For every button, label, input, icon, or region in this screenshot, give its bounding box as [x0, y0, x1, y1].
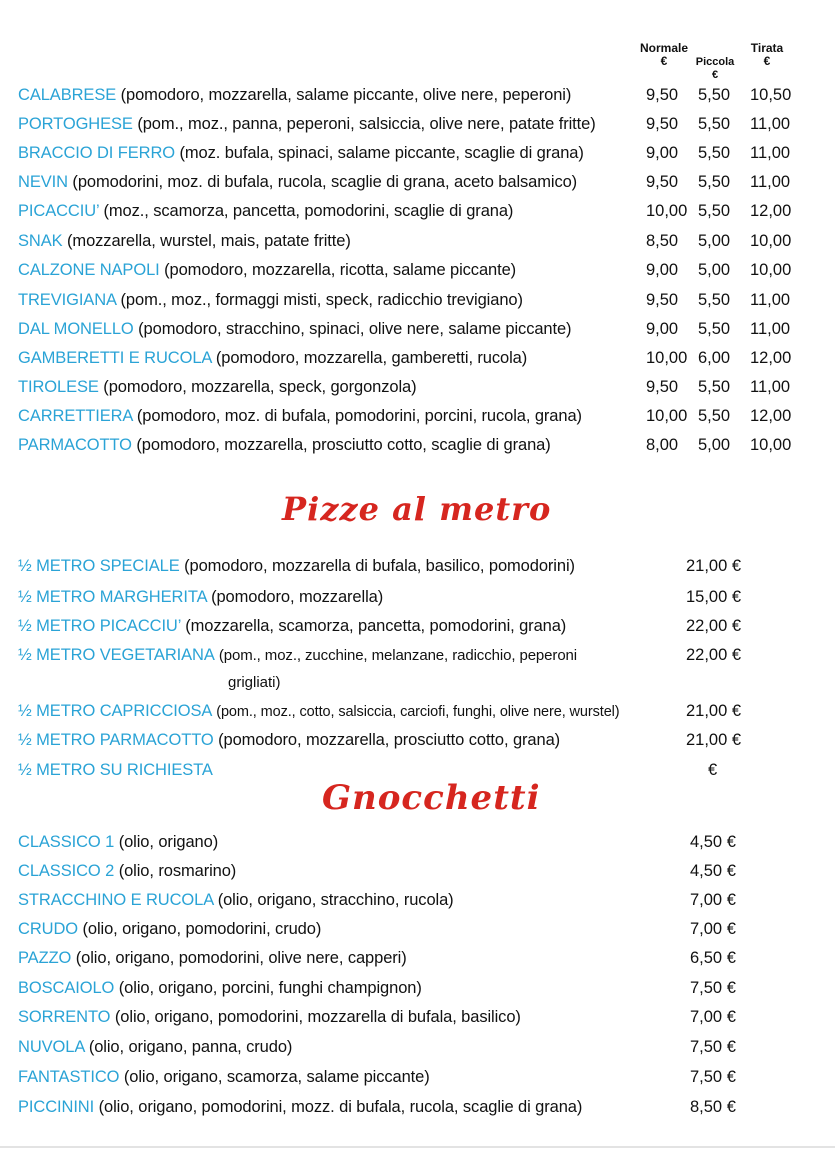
list-item — [18, 111, 596, 137]
item-name: NEVIN — [18, 173, 68, 191]
item-description: (moz., scamorza, pancetta, pomodorini, scaglie di grana) — [99, 202, 514, 220]
list-item — [18, 642, 577, 668]
list-item — [18, 316, 571, 342]
item-name: PICCININI — [18, 1098, 95, 1116]
item-description: (mozzarella, wurstel, mais, patate fritte) — [62, 232, 351, 250]
item-name: FANTASTICO — [18, 1068, 120, 1086]
list-item — [18, 757, 213, 783]
section-title-gnocchetti: Gnocchetti — [322, 778, 541, 818]
item-name: ½ METRO MARGHERITA — [18, 588, 207, 606]
price-normale: 9,50 — [646, 115, 679, 133]
item-name: CRUDO — [18, 920, 78, 938]
column-label-tirata: Tirata — [750, 41, 784, 55]
price-piccola: 5,50 — [698, 115, 731, 133]
item-price: 21,00 € — [686, 557, 742, 575]
list-item — [18, 228, 351, 254]
list-item — [18, 374, 417, 400]
price-tirata: 12,00 — [750, 349, 792, 367]
price-piccola: 5,50 — [698, 291, 731, 309]
price-normale: 9,50 — [646, 173, 679, 191]
item-name: BRACCIO DI FERRO — [18, 144, 175, 162]
list-item — [18, 82, 571, 108]
list-item — [18, 887, 454, 913]
list-item — [18, 140, 584, 166]
price-tirata: 11,00 — [750, 115, 791, 133]
price-piccola: 5,00 — [698, 261, 731, 279]
item-description: (mozzarella, scamorza, pancetta, pomodorini, grana) — [180, 617, 567, 635]
item-price: 4,50 € — [690, 862, 736, 880]
item-description: (pom., moz., zucchine, melanzane, radicchio, peperoni — [214, 647, 578, 664]
item-description: (pomodoro, moz. di bufala, pomodorini, porcini, rucola, grana) — [132, 407, 582, 425]
price-piccola: 6,00 — [698, 349, 731, 367]
list-item — [18, 198, 513, 224]
item-name: CARRETTIERA — [18, 407, 133, 425]
item-name: CLASSICO 2 — [18, 862, 115, 880]
item-description: (pomodoro, mozzarella, prosciutto cotto, grana) — [213, 731, 561, 749]
item-price: 4,50 € — [690, 833, 736, 851]
item-name: ½ METRO VEGETARIANA — [18, 646, 215, 664]
column-label-piccola: Piccola — [695, 56, 735, 68]
item-description: (pomodoro, mozzarella) — [206, 588, 384, 606]
item-price: 8,50 € — [690, 1098, 736, 1116]
price-normale: 9,50 — [646, 291, 679, 309]
item-name: STRACCHINO E RUCOLA — [18, 891, 214, 909]
list-item — [18, 1004, 521, 1030]
column-header-piccola — [690, 56, 740, 82]
list-item — [18, 432, 551, 458]
price-piccola: 5,50 — [698, 378, 731, 396]
item-price: 22,00 € — [686, 617, 742, 635]
item-description: (pomodoro, stracchino, spinaci, olive nere, salame piccante) — [133, 320, 572, 338]
item-name: CALZONE NAPOLI — [18, 261, 160, 279]
column-currency-tirata: € — [763, 54, 771, 68]
item-description: (moz. bufala, spinaci, salame piccante, scaglie di grana) — [175, 144, 584, 162]
price-tirata: 11,00 — [750, 291, 791, 309]
item-description: (olio, origano, pomodorini, mozz. di bufala, rucola, scaglie di grana) — [94, 1098, 583, 1116]
list-item — [18, 858, 236, 884]
item-description: (pomodoro, mozzarella, prosciutto cotto, scaglie di grana) — [131, 436, 551, 454]
price-tirata: 11,00 — [750, 173, 791, 191]
list-item — [18, 727, 560, 753]
item-description: (olio, origano, scamorza, salame piccante) — [119, 1068, 430, 1086]
page-bottom-edge — [0, 1146, 835, 1148]
price-tirata: 10,00 — [750, 232, 792, 250]
price-tirata: 11,00 — [750, 320, 791, 338]
item-name: CALABRESE — [18, 86, 117, 104]
list-item — [18, 345, 527, 371]
item-name: BOSCAIOLO — [18, 979, 115, 997]
list-item — [18, 945, 407, 971]
price-piccola: 5,00 — [698, 232, 731, 250]
price-tirata: 11,00 — [750, 144, 791, 162]
item-description: (pomodoro, mozzarella, speck, gorgonzola) — [98, 378, 417, 396]
item-name: DAL MONELLO — [18, 320, 134, 338]
item-description: (olio, origano, pomodorini, crudo) — [78, 920, 322, 938]
item-description: (olio, origano, pomodorini, olive nere, capperi) — [71, 949, 407, 967]
item-name: ½ METRO CAPRICCIOSA — [18, 702, 213, 720]
section-title-pizze-al-metro: Pizze al metro — [282, 490, 552, 528]
list-item — [18, 553, 575, 579]
item-description: (pomodoro, mozzarella, gamberetti, rucola) — [211, 349, 528, 367]
price-normale: 9,50 — [646, 378, 679, 396]
item-name: SNAK — [18, 232, 63, 250]
item-price: 21,00 € — [686, 702, 742, 720]
list-item — [18, 975, 422, 1001]
item-name: ½ METRO SPECIALE — [18, 557, 180, 575]
item-name: ½ METRO PARMACOTTO — [18, 731, 214, 749]
item-description: (pom., moz., panna, peperoni, salsiccia, olive nere, patate fritte) — [132, 115, 596, 133]
list-item — [18, 257, 516, 283]
price-tirata: 10,00 — [750, 261, 792, 279]
price-tirata: 11,00 — [750, 378, 791, 396]
item-description: (olio, origano, stracchino, rucola) — [213, 891, 454, 909]
price-normale: 8,00 — [646, 436, 679, 454]
price-piccola: 5,50 — [698, 173, 731, 191]
item-description-continued: grigliati) — [228, 674, 281, 691]
list-item — [18, 584, 383, 610]
price-tirata: 10,50 — [750, 86, 792, 104]
item-name: TIROLESE — [18, 378, 99, 396]
item-price: 7,00 € — [690, 920, 736, 938]
item-name: SORRENTO — [18, 1008, 111, 1026]
item-name: NUVOLA — [18, 1038, 85, 1056]
price-piccola: 5,50 — [698, 320, 731, 338]
item-price: 7,50 € — [690, 1068, 736, 1086]
column-currency-normale: € — [660, 54, 668, 68]
item-description: (pom., moz., cotto, salsiccia, carciofi, funghi, olive nere, wurstel) — [212, 704, 620, 720]
item-description: (olio, origano, pomodorini, mozzarella di bufala, basilico) — [110, 1008, 521, 1026]
price-piccola: 5,50 — [698, 202, 731, 220]
price-tirata: 10,00 — [750, 436, 792, 454]
price-normale: 10,00 — [646, 407, 688, 425]
item-price: 7,00 € — [690, 1008, 736, 1026]
item-name: ½ METRO SU RICHIESTA — [18, 761, 213, 779]
item-description: (pomodoro, mozzarella, ricotta, salame piccante) — [159, 261, 517, 279]
list-item — [18, 403, 582, 429]
list-item — [18, 613, 566, 639]
item-description: (pomodoro, mozzarella di bufala, basilico, pomodorini) — [179, 557, 575, 575]
item-price: 6,50 € — [690, 949, 736, 967]
column-header-normale — [634, 42, 694, 68]
item-name: PICACCIU’ — [18, 202, 99, 220]
price-tirata: 12,00 — [750, 407, 792, 425]
item-description: (olio, origano, panna, crudo) — [84, 1038, 293, 1056]
item-name: PARMACOTTO — [18, 436, 132, 454]
item-price: 21,00 € — [686, 731, 742, 749]
item-description: (pomodorini, moz. di bufala, rucola, scaglie di grana, aceto balsamico) — [67, 173, 578, 191]
item-price: 22,00 € — [686, 646, 742, 664]
item-description: (pomodoro, mozzarella, salame piccante, olive nere, peperoni) — [116, 86, 572, 104]
item-name: ½ METRO PICACCIU’ — [18, 617, 181, 635]
price-piccola: 5,50 — [698, 144, 731, 162]
price-normale: 10,00 — [646, 202, 688, 220]
item-name: GAMBERETTI E RUCOLA — [18, 349, 212, 367]
column-currency-piccola: € — [711, 69, 719, 81]
list-item — [18, 1094, 582, 1120]
price-normale: 9,00 — [646, 320, 679, 338]
list-item — [18, 169, 577, 195]
list-item — [18, 829, 218, 855]
item-description: (olio, rosmarino) — [114, 862, 237, 880]
item-price: € — [708, 761, 718, 779]
item-name: CLASSICO 1 — [18, 833, 115, 851]
item-description: (olio, origano, porcini, funghi champignon) — [114, 979, 422, 997]
list-item — [18, 698, 620, 724]
price-normale: 9,50 — [646, 86, 679, 104]
item-name: TREVIGIANA — [18, 291, 117, 309]
list-item — [18, 1034, 292, 1060]
item-price: 7,50 € — [690, 979, 736, 997]
list-item — [18, 1064, 430, 1090]
item-price: 7,50 € — [690, 1038, 736, 1056]
price-normale: 9,00 — [646, 261, 679, 279]
item-price: 7,00 € — [690, 891, 736, 909]
item-name: PAZZO — [18, 949, 72, 967]
price-piccola: 5,50 — [698, 407, 731, 425]
item-description: (pom., moz., formaggi misti, speck, radicchio trevigiano) — [116, 291, 523, 309]
list-item — [18, 287, 523, 313]
price-normale: 8,50 — [646, 232, 679, 250]
column-label-normale: Normale — [639, 41, 689, 55]
item-price: 15,00 € — [686, 588, 742, 606]
price-normale: 9,00 — [646, 144, 679, 162]
price-normale: 10,00 — [646, 349, 688, 367]
price-tirata: 12,00 — [750, 202, 792, 220]
list-item — [18, 916, 321, 942]
price-piccola: 5,50 — [698, 86, 731, 104]
item-name: PORTOGHESE — [18, 115, 133, 133]
price-piccola: 5,00 — [698, 436, 731, 454]
column-header-tirata — [744, 42, 790, 68]
item-description: (olio, origano) — [114, 833, 219, 851]
